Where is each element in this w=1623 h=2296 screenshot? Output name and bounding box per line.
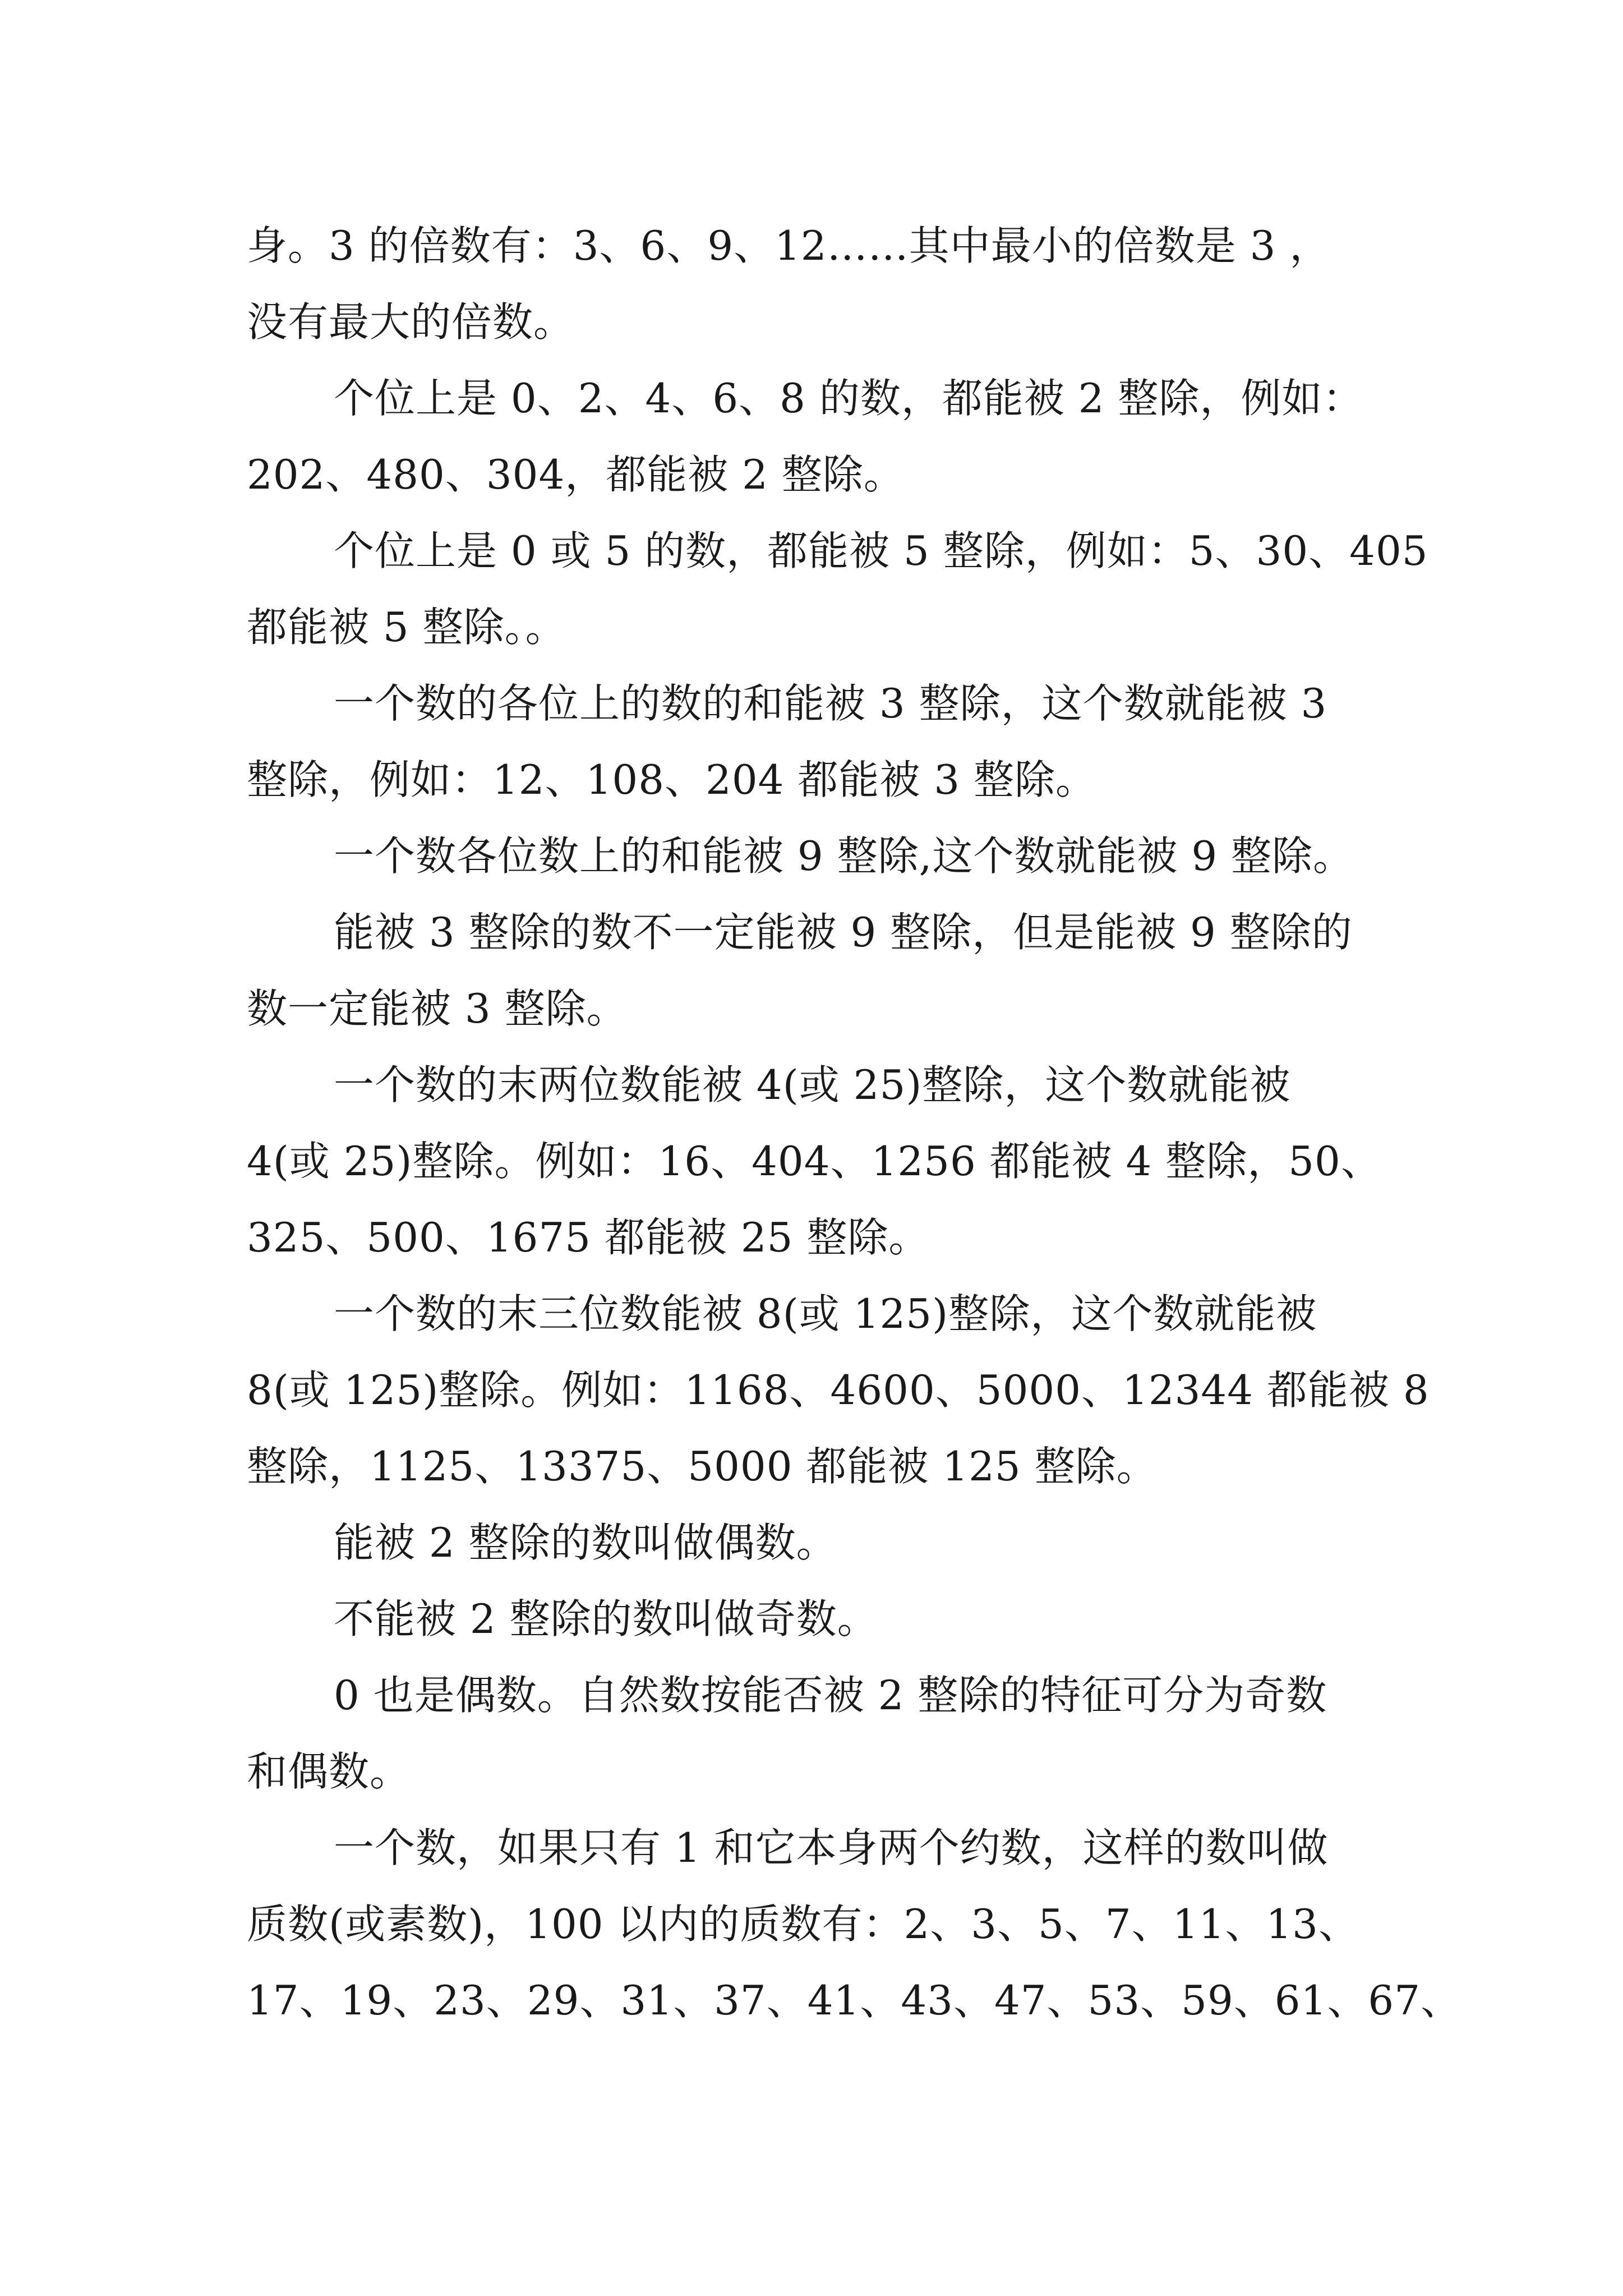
text-line: 整除，例如：12、108、204 都能被 3 整除。 xyxy=(247,756,1096,803)
text-line: 能被 3 整除的数不一定能被 9 整除，但是能被 9 整除的 xyxy=(334,909,1353,956)
text-line: 一个数，如果只有 1 和它本身两个约数，这样的数叫做 xyxy=(334,1824,1329,1871)
text-line: 202、480、304，都能被 2 整除。 xyxy=(247,451,905,498)
text-line: 身。3 的倍数有：3、6、9、12……其中最小的倍数是 3 ， xyxy=(247,222,1331,269)
text-line: 不能被 2 整除的数叫做奇数。 xyxy=(334,1595,878,1642)
text-line: 数一定能被 3 整除。 xyxy=(247,985,628,1032)
text-line: 17、19、23、29、31、37、41、43、47、53、59、61、67、 xyxy=(247,1977,1462,2024)
text-line: 能被 2 整除的数叫做偶数。 xyxy=(334,1519,837,1566)
text-line: 没有最大的倍数。 xyxy=(247,298,575,346)
text-line: 个位上是 0 或 5 的数，都能被 5 整除，例如：5、30、405 xyxy=(334,527,1428,574)
text-line: 整除，1125、13375、5000 都能被 125 整除。 xyxy=(247,1443,1158,1490)
document-body xyxy=(247,208,1462,2039)
text-line: 0 也是偶数。自然数按能否被 2 整除的特征可分为奇数 xyxy=(334,1672,1327,1719)
text-line: 个位上是 0、2、4、6、8 的数，都能被 2 整除，例如： xyxy=(334,375,1364,422)
text-line: 一个数的各位上的数的和能被 3 整除，这个数就能被 3 xyxy=(334,680,1327,727)
text-line: 一个数的末两位数能被 4(或 25)整除，这个数就能被 xyxy=(334,1061,1291,1108)
text-line: 4(或 25)整除。例如：16、404、1256 都能被 4 整除，50、 xyxy=(247,1138,1382,1185)
text-line: 质数(或素数)，100 以内的质数有：2、3、5、7、11、13、 xyxy=(247,1901,1359,1948)
text-line: 一个数的末三位数能被 8(或 125)整除，这个数就能被 xyxy=(334,1290,1317,1337)
text-line: 325、500、1675 都能被 25 整除。 xyxy=(247,1214,930,1261)
text-line: 和偶数。 xyxy=(247,1748,411,1795)
text-line: 8(或 125)整除。例如：1168、4600、5000、12344 都能被 8 xyxy=(247,1366,1430,1414)
text-line: 都能被 5 整除。。 xyxy=(247,604,566,651)
text-line: 一个数各位数上的和能被 9 整除,这个数就能被 9 整除。 xyxy=(334,832,1354,880)
